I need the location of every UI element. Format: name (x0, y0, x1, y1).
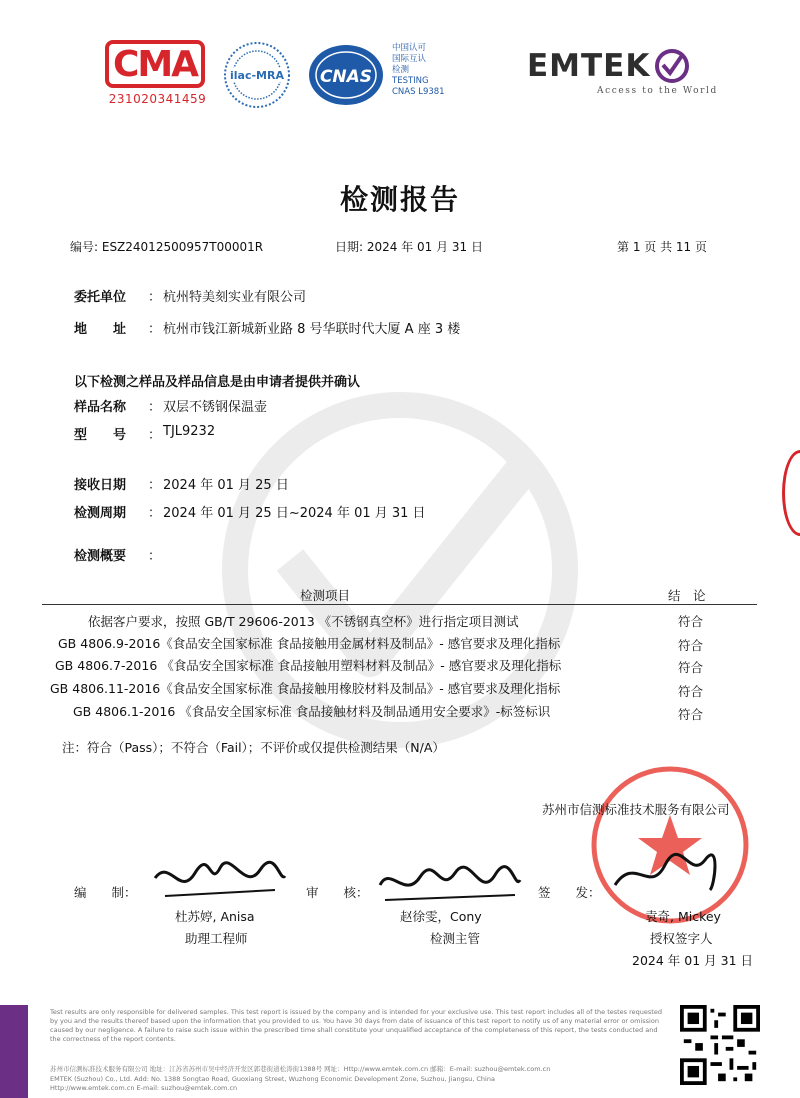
table-row-result: 符合 (678, 638, 704, 653)
address-label: 地 址 (74, 322, 127, 337)
footer-contact-en: Http://www.emtek.com.cn E-mail: suzhou@emtek.com.cn (50, 1084, 238, 1092)
reviewer-signature (375, 855, 525, 910)
model-value: TJL9232 (163, 424, 216, 439)
report-date: 日期: 2024 年 01 月 31 日 (335, 240, 484, 254)
table-row-item: GB 4806.9-2016《食品安全国家标准 食品接触用金属材料及制品》- 感官要求及理化指标 (58, 636, 561, 651)
table-row-item: 依据客户要求，按照 GB/T 29606-2013 《不锈钢真空杯》进行指定项目测试 (88, 614, 519, 629)
footer-accent-bar (0, 1005, 28, 1098)
cnas-text: CNAS (319, 67, 373, 87)
sample-name-value: 双层不锈钢保温壶 (163, 400, 268, 415)
table-row-item: GB 4806.11-2016《食品安全国家标准 食品接触用橡胶材料及制品》- 感官要求及理化指标 (50, 681, 561, 696)
table-row-result: 符合 (678, 684, 704, 699)
ilac-mra-logo (222, 40, 292, 110)
received-value: 2024 年 01 月 25 日 (163, 478, 289, 493)
approver-title: 授权签字人 (650, 931, 713, 946)
compiler-name: 杜苏婷, Anisa (175, 909, 255, 924)
approver-signature (610, 845, 720, 900)
legend-note: 注：符合（Pass）；不符合（Fail）；不评价或仅提供检测结果（N/A） (62, 740, 445, 755)
sample-intro: 以下检测之样品及样品信息是由申请者提供并确认 (74, 375, 361, 390)
footer-disclaimer: Test results are only responsible for delivered samples. This test report is issued by the company and is intended for your exclusive use. This test report includes all of the testes requested by you and the results thereof based upon the information that you provided to us. You have 30 days from date of issuance of this test report to notify us of any material error or omission caused by our negligence. A failure to raise such issue within the prescribed time shall constitute your unqualified acceptance of the completeness of this report, the tests conducted and the correctness of the report contents. (50, 1008, 662, 1043)
table-row-item: GB 4806.7-2016 《食品安全国家标准 食品接触用塑料材料及制品》- 感官要求及理化指标 (55, 658, 562, 673)
received-label: 接收日期 (74, 478, 127, 493)
qr-code[interactable] (680, 1005, 760, 1085)
issuing-company: 苏州市信测标准技术服务有限公司 (542, 802, 730, 817)
colon: ： (148, 478, 162, 493)
compiled-label: 编 制： (74, 885, 137, 900)
table-divider (42, 604, 757, 605)
cma-number: 231020341459 (108, 92, 207, 106)
emtek-wordmark: EMTEK (527, 48, 651, 84)
colon: ： (148, 428, 162, 443)
client-value: 杭州特美刻实业有限公司 (163, 290, 307, 305)
overview-label: 检测概要 (74, 549, 127, 564)
period-value: 2024 年 01 月 25 日~2024 年 01 月 31 日 (163, 506, 426, 521)
cma-logo (105, 40, 210, 115)
reviewer-name: 赵徐雯，Cony (400, 909, 482, 924)
table-row-result: 符合 (678, 614, 704, 629)
cnas-line-4: TESTING (392, 76, 429, 86)
colon: ： (148, 506, 162, 521)
colon: ： (148, 322, 162, 337)
reviewer-title: 检测主管 (430, 931, 481, 946)
table-row-result: 符合 (678, 707, 704, 722)
edge-stamp-fragment (782, 450, 800, 536)
report-number: 编号: ESZ24012500957T00001R (70, 240, 264, 254)
report-title: 检测报告 (339, 183, 460, 216)
footer-address-cn: 苏州市信测标准技术服务有限公司 地址：江苏省苏州市吴中经济开发区郭巷街道松涛街1388号 网址：Http://www.emtek.com.cn 邮箱：E-mail: suzhou@emtek.com.cn (50, 1065, 551, 1073)
footer-address-en: EMTEK (Suzhou) Co., Ltd. Add: No. 1388 Songtao Road, Guoxiang Street, Wuzhong Economic Development Zone, Suzhou, Jiangsu, China (50, 1075, 495, 1083)
approver-name: 袁奇, Mickey (645, 909, 721, 924)
ilac-text: ilac-MRA (230, 69, 284, 82)
compiler-signature (150, 848, 290, 908)
cnas-line-5: CNAS L9381 (392, 87, 445, 97)
emtek-check-icon (654, 48, 690, 84)
emtek-tagline: Access to the World (597, 86, 718, 96)
period-label: 检测周期 (74, 506, 127, 521)
cnas-line-1: 中国认可 (392, 43, 427, 53)
sample-name-label: 样品名称 (74, 400, 127, 415)
cma-logo-text: CMA (105, 40, 205, 88)
colon: ： (148, 400, 162, 415)
table-header-result: 结 论 (668, 588, 706, 603)
approved-label: 签 发： (538, 885, 601, 900)
model-label: 型 号 (74, 428, 127, 443)
address-value: 杭州市钱江新城新业路 8 号华联时代大厦 A 座 3 楼 (163, 322, 461, 337)
client-label: 委托单位 (74, 290, 127, 305)
table-row-result: 符合 (678, 660, 704, 675)
colon: ： (148, 549, 162, 564)
colon: ： (148, 290, 162, 305)
cnas-side-text (392, 43, 445, 98)
compiler-title: 助理工程师 (185, 931, 248, 946)
cnas-line-3: 检测 (392, 65, 410, 75)
cnas-logo (306, 40, 386, 110)
table-row-item: GB 4806.1-2016 《食品安全国家标准 食品接触材料及制品通用安全要求》-标签标识 (73, 704, 551, 719)
page-count: 第 1 页 共 11 页 (617, 240, 707, 254)
reviewed-label: 审 核： (306, 885, 369, 900)
cnas-line-2: 国际互认 (392, 54, 427, 64)
approve-date: 2024 年 01 月 31 日 (632, 953, 753, 968)
table-header-item: 检测项目 (300, 588, 351, 603)
emtek-logo (527, 48, 727, 118)
